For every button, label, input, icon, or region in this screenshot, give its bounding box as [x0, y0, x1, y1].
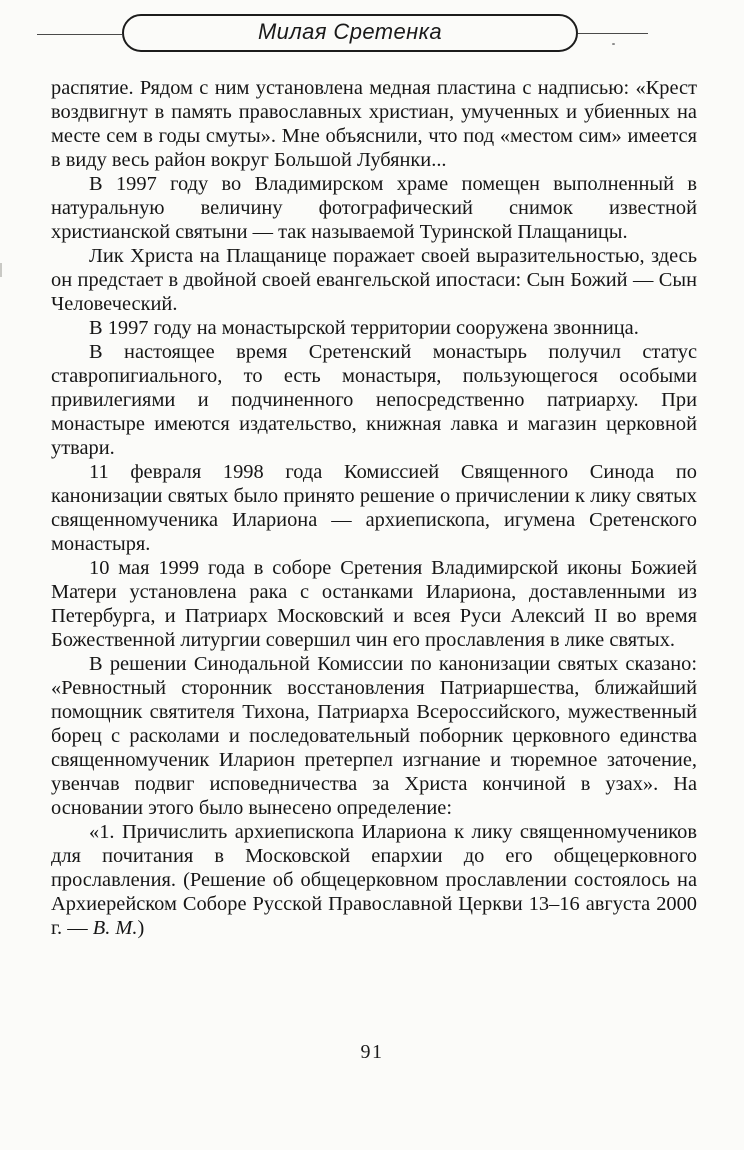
paragraph: В 1997 году во Владимирском храме помещен выполненный в натуральную величину фотографический снимок известной христианской святыни — так называемой Туринской Плащаницы. — [51, 173, 697, 243]
paragraph: Лик Христа на Плащанице поражает своей выразительностью, здесь он предстает в двойной своей евангельской ипостаси: Сын Божий — Сын Человеческий. — [51, 245, 697, 315]
paragraph: 11 февраля 1998 года Комиссией Священного Синода по канонизации святых было принято решение о причислении к лику святых священномученика Илариона — архиепископа, игумена Сретенского монастыря. — [51, 461, 697, 555]
paragraph: В решении Синодальной Комиссии по канонизации святых сказано: «Ревностный сторонник восстановления Патриаршества, ближайший помощник святителя Тихона, Патриарха Всероссийского, мужественный борец с расколами и последовательный поборник церковного единства священномученик Иларион претерпел изгнание и тюремное заточение, увенчав подвиг исповедничества за Христа кончиной в узах». На основании этого было вынесено определение: — [51, 653, 697, 819]
header-rule-left — [37, 34, 122, 35]
paragraph-continuation: распятие. Рядом с ним установлена медная пластина с надписью: «Крест воздвигнут в память православных христиан, умученных и убиенных на месте сем в годы смуты». Мне объяснили, что под «местом сим» имеется в виду весь район вокруг Большой Лубянки... — [51, 77, 697, 171]
scan-speck — [612, 43, 615, 45]
final-paragraph-closing: ) — [137, 917, 145, 939]
running-head — [0, 14, 744, 52]
body-text — [51, 76, 697, 940]
page-title: Милая Сретенка — [257, 19, 443, 44]
header-ornament-frame — [122, 14, 578, 52]
paragraph: 10 мая 1999 года в соборе Сретения Владимирской иконы Божией Матери установлена рака с останками Илариона, доставленными из Петербурга, и Патриарх Московский и всея Руси Алексий II во время Божественной литургии совершил чин его прославления в лике святых. — [51, 557, 697, 651]
paragraph: В настоящее время Сретенский монастырь получил статус ставропигиального, то есть монастыря, пользующегося особыми привилегиями и подчиненного непосредственно патриарху. При монастыре имеются издательство, книжная лавка и магазин церковной утвари. — [51, 341, 697, 459]
header-rule-right — [578, 33, 648, 34]
paragraph-final — [51, 820, 697, 940]
final-paragraph-text: «1. Причислить архиепископа Илариона к лику священномучеников для почитания в Московской епархии до его общецерковного прославления. (Решение об общецерковном прославлении состоялось на Архиерейском Соборе Русской Православной Церкви 13–16 августа 2000 г. — — [51, 821, 697, 939]
author-initials: В. М. — [92, 917, 138, 939]
page-number: 91 — [360, 1041, 384, 1063]
paragraph: В 1997 году на монастырской территории сооружена звонница. — [89, 317, 639, 339]
scan-edge-artifact — [0, 263, 2, 277]
